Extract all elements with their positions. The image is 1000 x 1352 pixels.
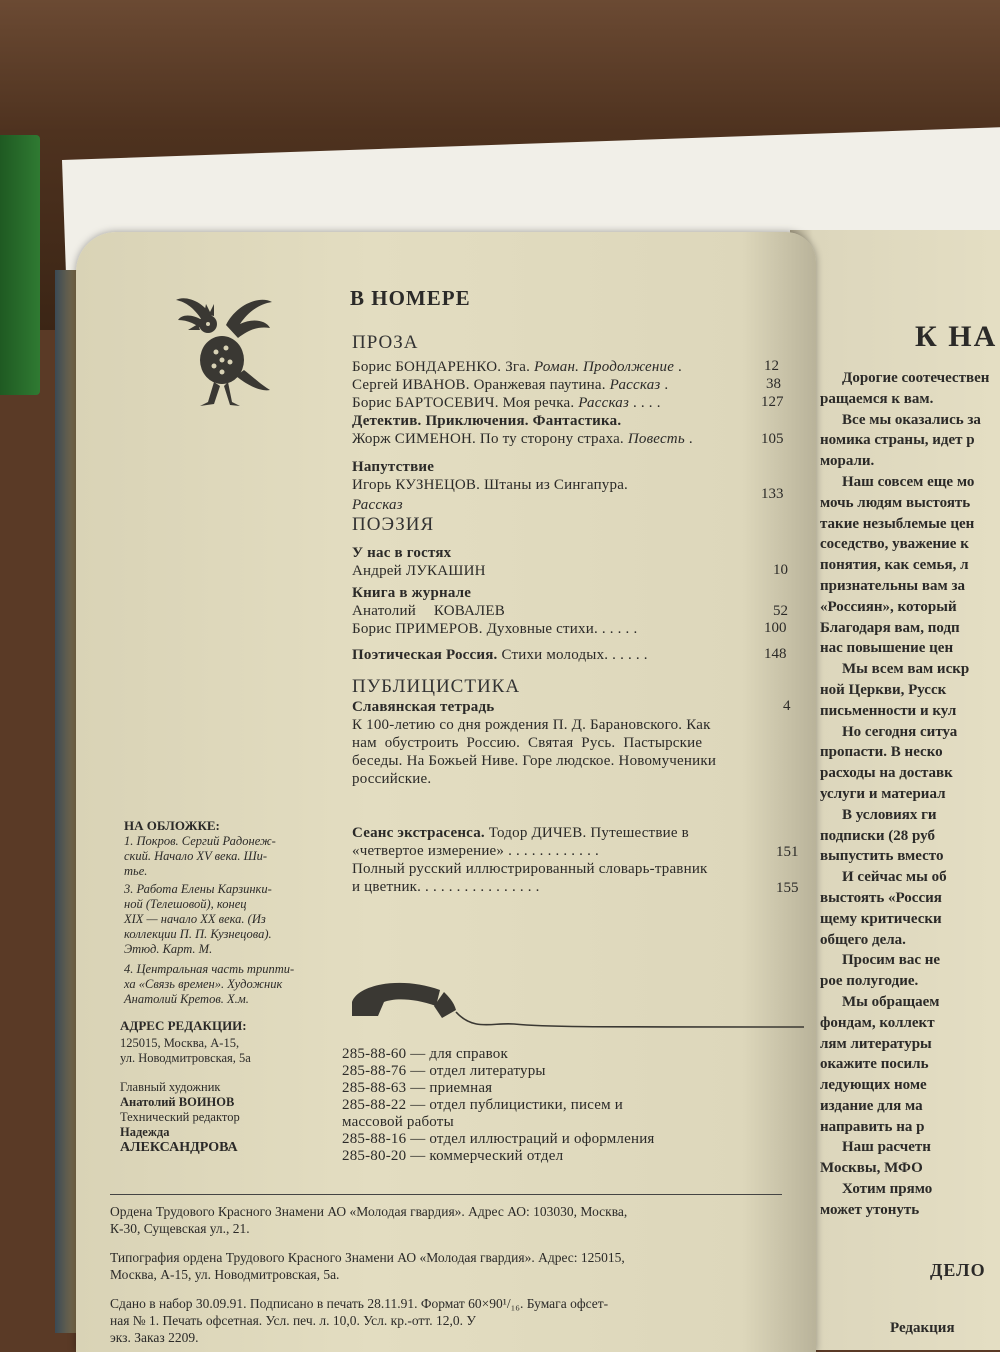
right-page-line: такие незыблемые цен — [820, 515, 975, 532]
right-page-line: лям литературы — [820, 1035, 932, 1052]
toc-title: Стихи молодых. — [497, 647, 609, 663]
right-page-line: Просим вас не — [842, 952, 941, 969]
toc-entry-line: «четвертое измерение» . . . . . . . . . . . . — [352, 843, 599, 859]
section-prose: ПРОЗА — [352, 332, 419, 353]
toc-page-number: 133 — [761, 486, 784, 502]
toc-page-number: 10 — [773, 562, 788, 578]
right-page-line: подписки (28 руб — [820, 827, 935, 844]
cover-line: коллекции П. П. Кузнецова). — [124, 927, 272, 941]
toc-rubric-detective: Детектив. Приключения. Фантастика. — [352, 413, 622, 429]
right-page-line: ращаемся к вам. — [820, 390, 934, 407]
toc-entry-line: и цветник. . . . . . . . . . . . . . . . — [352, 879, 540, 895]
right-page-line: соседство, уважение к — [820, 536, 969, 553]
imprint-line: Ордена Трудового Красного Знамени АО «Молодая гвардия». Адрес АО: 103030, Москва, — [110, 1204, 628, 1219]
toc-rubric-naputstvie: Напутствие — [352, 459, 435, 475]
right-page-text — [820, 368, 989, 1221]
right-page-line: Наш совсем еще мо — [842, 473, 975, 490]
phone-description: — отдел публицистики, писем и — [406, 1097, 624, 1113]
cover-line: Анатолий Кретов. Х.м. — [124, 992, 249, 1006]
right-page-line: пропасти. В неско — [820, 744, 943, 761]
right-page — [790, 230, 1000, 1350]
telephone-handset-icon — [344, 972, 804, 1032]
toc-title: Зга. — [501, 359, 535, 375]
imprint-line: Москва, А-15, ул. Новодмитровская, 5а. — [110, 1267, 340, 1282]
right-page-line: мочь людям выстоять — [820, 494, 971, 511]
toc-title: Штаны из Сингапура. — [480, 477, 629, 493]
section-publicism: ПУБЛИЦИСТИКА — [352, 676, 521, 697]
right-page-line: Но сегодня ситуа — [842, 723, 958, 740]
right-page-line: выпустить вместо — [820, 848, 944, 865]
right-page-line: нас повышение цен — [820, 640, 954, 657]
toc-description-line: нам обустроить Россию. Святая Русь. Пастырские — [352, 735, 703, 751]
toc-entry-ivanov[interactable]: Сергей ИВАНОВ. Оранжевая паутина. Рассказ . — [352, 377, 669, 393]
right-page-line: письменности и кул — [820, 702, 957, 719]
cover-line: ной (Телешовой), конец — [124, 897, 247, 911]
phone-row — [342, 1080, 655, 1097]
right-page-line: Благодаря вам, подп — [820, 619, 960, 636]
toc-author: Борис БАРТОСЕВИЧ. — [352, 395, 499, 411]
toc-genre: Рассказ — [609, 377, 661, 393]
right-page-line: издание для ма — [820, 1097, 923, 1114]
toc-page-number: 38 — [766, 376, 781, 392]
cover-line: 4. Центральная часть трипти- — [124, 962, 295, 976]
cover-line: тье. — [124, 864, 148, 878]
phone-number[interactable]: 285-88-22 — [342, 1097, 407, 1113]
firebird-emblem-icon — [174, 290, 274, 412]
toc-description-line: К 100-летию со дня рождения П. Д. Барановского. Как — [352, 717, 711, 733]
toc-page-number: 151 — [776, 844, 799, 860]
right-page-line: направить на р — [820, 1118, 925, 1135]
toc-author: Жорж СИМЕНОН. — [352, 431, 476, 447]
right-page-title: К НА — [915, 320, 998, 353]
toc-page-number: 155 — [776, 880, 799, 896]
imprint-line: Сдано в набор 30.09.91. Подписано в печать 28.11.91. Формат 60×90¹/₁₆. Бумага офсет- — [110, 1296, 609, 1311]
toc-rubric-guests: У нас в гостях — [352, 545, 452, 561]
contents-heading: В НОМЕРЕ — [350, 286, 471, 310]
right-page-line: понятия, как семья, л — [820, 557, 969, 574]
phone-description: — отдел иллюстраций и оформления — [406, 1131, 655, 1147]
staff-role: Главный художник — [120, 1080, 221, 1094]
cover-line: 1. Покров. Сергий Радонеж- — [124, 834, 276, 848]
toc-entry-poetic-russia[interactable]: Поэтическая Россия. Стихи молодых. . . . . . — [352, 647, 648, 663]
section-poetry: ПОЭЗИЯ — [352, 514, 435, 535]
right-page-line: щему критически — [820, 910, 942, 927]
right-page-line: Дорогие соотечествен — [842, 370, 990, 386]
phone-number[interactable]: 285-88-16 — [342, 1131, 407, 1147]
phone-description: — коммерческий отдел — [406, 1148, 564, 1164]
toc-page-number: 100 — [764, 620, 787, 636]
address-heading: АДРЕС РЕДАКЦИИ: — [120, 1018, 247, 1033]
toc-entry-primerov[interactable]: Борис ПРИМЕРОВ. Духовные стихи. . . . . . — [352, 621, 638, 637]
right-page-line: номика страны, идет р — [820, 432, 975, 449]
toc-entry-simenon[interactable]: Жорж СИМЕНОН. По ту сторону страха. Повесть . — [352, 431, 693, 447]
toc-description-line: российские. — [352, 771, 432, 787]
right-page-line: окажите посиль — [820, 1056, 929, 1073]
toc-title: По ту сторону страха. — [475, 431, 628, 447]
toc-page-number: 4 — [783, 698, 791, 714]
toc-entry-bartosevich[interactable]: Борис БАРТОСЕВИЧ. Моя речка. Рассказ . . . . — [352, 395, 661, 411]
phone-row — [342, 1097, 655, 1114]
toc-title: Духовные стихи. — [482, 621, 598, 637]
toc-author: Сергей ИВАНОВ. — [352, 377, 470, 393]
phone-list — [342, 1046, 655, 1165]
cover-line: ха «Связь времен». Художник — [124, 977, 283, 991]
toc-title: Оранжевая паутина. — [469, 377, 610, 393]
right-page-line: может утонуть — [820, 1201, 920, 1218]
toc-rubric-book: Книга в журнале — [352, 585, 472, 601]
right-page-line: Мы обращаем — [842, 993, 940, 1010]
address-line: 125015, Москва, А-15, — [120, 1036, 240, 1050]
toc-entry-kuznetsov[interactable] — [352, 476, 628, 494]
toc-entry-lukashin[interactable]: Андрей ЛУКАШИН — [352, 563, 486, 579]
staff-name: АЛЕКСАНДРОВА — [120, 1140, 238, 1155]
toc-entry-kovalev[interactable]: Анатолий КОВАЛЕВ — [352, 603, 505, 619]
cover-line: ский. Начало XV века. Ши- — [124, 849, 268, 863]
phone-number[interactable]: 285-88-63 — [342, 1080, 407, 1096]
phone-description: — для справок — [406, 1046, 508, 1062]
toc-author: Игорь КУЗНЕЦОВ. — [352, 477, 481, 493]
right-page-line: В условиях ги — [842, 806, 937, 823]
right-page-line: ледующих номе — [820, 1077, 927, 1094]
toc-title: и цветник — [352, 879, 418, 895]
toc-genre: Роман. Продолжение — [534, 359, 675, 375]
cover-line: 3. Работа Елены Карзинки- — [124, 882, 272, 896]
right-page-line: ной Церкви, Русск — [820, 681, 947, 698]
address-line: ул. Новодмитровская, 5а — [120, 1051, 251, 1065]
phone-number[interactable]: 285-88-76 — [342, 1063, 407, 1079]
right-page-line: услуги и материал — [820, 785, 946, 802]
right-page-line: признательны вам за — [820, 577, 965, 594]
toc-title: «четвертое измерение» — [352, 843, 505, 859]
phone-description: массовой работы — [342, 1114, 454, 1130]
green-book-spine — [0, 135, 40, 395]
phone-number[interactable]: 285-88-60 — [342, 1046, 407, 1062]
phone-description: — отдел литературы — [406, 1063, 546, 1079]
toc-author: Тодор ДИЧЕВ. Путешествие в — [484, 825, 689, 841]
right-page-line: «Россиян», который — [820, 598, 957, 615]
imprint-line: Типография ордена Трудового Красного Знамени АО «Молодая гвардия». Адрес: 125015, — [110, 1250, 625, 1265]
cover-line: Этюд. Карт. М. — [124, 942, 213, 956]
right-page-line: Мы всем вам искр — [842, 661, 970, 678]
phone-row — [342, 1131, 655, 1148]
right-page-line: Хотим прямо — [842, 1181, 933, 1198]
toc-page-number: 12 — [764, 358, 779, 374]
toc-genre: Повесть — [627, 431, 685, 447]
right-page-line: расходы на доставк — [820, 765, 953, 782]
imprint-line: К-30, Сущевская ул., 21. — [110, 1221, 250, 1236]
cover-heading: НА ОБЛОЖКЕ: — [124, 818, 220, 833]
imprint-line: ная № 1. Печать офсетная. Усл. печ. л. 10,0. Усл. кр.-отт. 12,0. У — [110, 1313, 476, 1328]
staff-name: Надежда — [120, 1125, 170, 1139]
toc-rubric: Поэтическая Россия. — [352, 647, 498, 663]
right-page-line: Москвы, МФО — [820, 1160, 923, 1177]
imprint-divider — [110, 1194, 782, 1195]
phone-row — [342, 1148, 655, 1165]
right-page-line: выстоять «Россия — [820, 889, 942, 906]
toc-rubric: Сеанс экстрасенса. — [352, 825, 485, 841]
toc-genre: Рассказ — [578, 395, 630, 411]
right-page-line: морали. — [820, 453, 875, 470]
toc-rubric-slavic: Славянская тетрадь — [352, 699, 495, 715]
phone-row — [342, 1114, 655, 1131]
imprint-line: экз. Заказ 2209. — [110, 1330, 199, 1345]
toc-page-number: 52 — [773, 603, 788, 619]
phone-description: — приемная — [406, 1080, 493, 1096]
toc-description-line: беседы. На Божьей Ниве. Горе людское. Новомученики — [352, 753, 717, 769]
phone-row — [342, 1063, 655, 1080]
toc-entry-bondarenko[interactable]: Борис БОНДАРЕНКО. Зга. Роман. Продолжение . — [352, 359, 683, 375]
phone-row — [342, 1046, 655, 1063]
toc-entry-dictionary[interactable]: Полный русский иллюстрированный словарь-травник — [352, 861, 708, 877]
toc-genre: Рассказ — [352, 497, 403, 513]
right-page-line: Все мы оказались за — [842, 411, 981, 428]
right-page-line: И сейчас мы об — [842, 869, 947, 886]
toc-entry-dichev[interactable] — [352, 824, 689, 842]
right-page-heading-bottom: ДЕЛО — [930, 1260, 986, 1280]
right-page-line: Наш расчетн — [842, 1139, 931, 1156]
right-page-bottom-text: Редакция — [890, 1320, 955, 1336]
right-page-line: фондам, коллект — [820, 1014, 935, 1031]
staff-name: Анатолий ВОИНОВ — [120, 1095, 235, 1109]
toc-page-number: 105 — [761, 431, 784, 447]
toc-page-number: 148 — [764, 646, 787, 662]
toc-author: Борис БОНДАРЕНКО. — [352, 359, 502, 375]
toc-author: Борис ПРИМЕРОВ. — [352, 621, 483, 637]
right-page-line: общего дела. — [820, 931, 906, 948]
right-page-line: рое полугодие. — [820, 973, 919, 990]
phone-number[interactable]: 285-80-20 — [342, 1148, 407, 1164]
left-page — [76, 232, 816, 1352]
toc-page-number: 127 — [761, 394, 784, 410]
staff-role: Технический редактор — [120, 1110, 240, 1124]
cover-line: XIX — начало XX века. (Из — [124, 912, 266, 926]
toc-title: Моя речка. — [498, 395, 579, 411]
